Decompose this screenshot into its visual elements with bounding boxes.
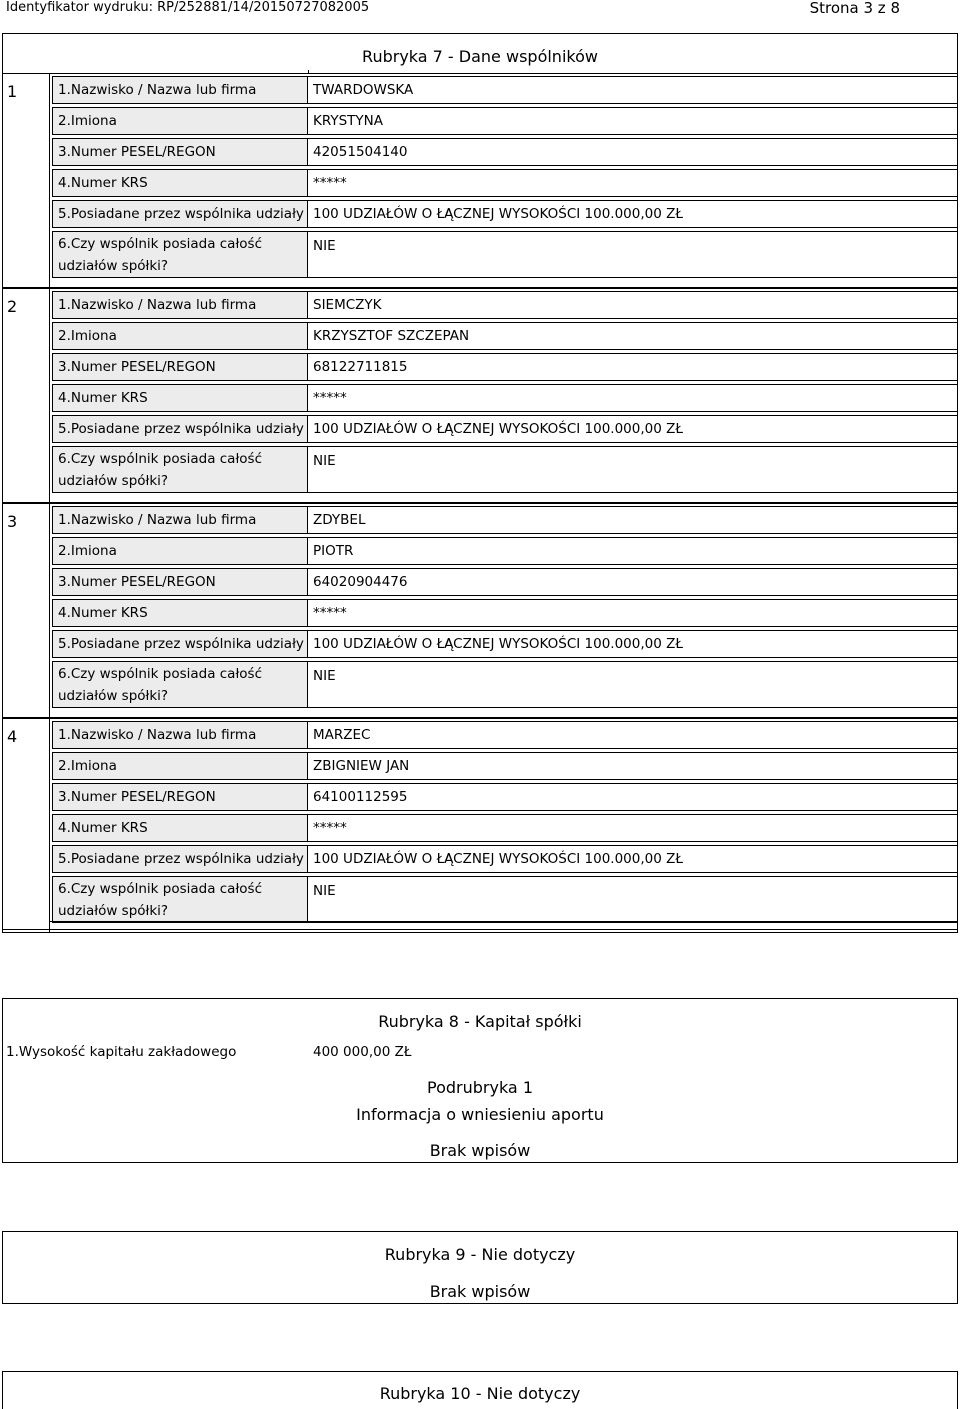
section-9-title: Rubryka 9 - Nie dotyczy: [384, 1245, 576, 1264]
section-10-title: Rubryka 10 - Nie dotyczy: [379, 1384, 581, 1403]
partner-shares-label: 5.Posiadane przez wspólnika udziały: [52, 845, 308, 873]
partner-number-divider: [49, 288, 50, 503]
subsection-1-title: Podrubryka 1: [427, 1078, 533, 1097]
partner-name-value: SIEMCZYK: [307, 291, 958, 319]
partner-shares-value: 100 UDZIAŁÓW O ŁĄCZNEJ WYSOKOŚCI 100.000,00 ZŁ: [307, 630, 958, 658]
partner-all-shares-value: NIE: [307, 661, 958, 708]
partner-name-label: 1.Nazwisko / Nazwa lub firma: [52, 721, 308, 749]
partner-all-shares-value: NIE: [307, 876, 958, 923]
partner-name-label: 1.Nazwisko / Nazwa lub firma: [52, 76, 308, 104]
partner-all-shares-label-line1: 6.Czy wspólnik posiada całość: [58, 451, 263, 467]
partner-pesel-label: 3.Numer PESEL/REGON: [52, 783, 308, 811]
partner-shares-label: 5.Posiadane przez wspólnika udziały: [52, 415, 308, 443]
partner-pesel-label: 3.Numer PESEL/REGON: [52, 353, 308, 381]
section-7-title: Rubryka 7 - Dane wspólników: [362, 47, 598, 66]
partner-first-names-value: ZBIGNIEW JAN: [307, 752, 958, 780]
partner-all-shares-label-line2: udziałów spółki?: [58, 688, 169, 704]
partner-krs-value: *****: [307, 599, 958, 627]
partner-all-shares-label-line1: 6.Czy wspólnik posiada całość: [58, 666, 263, 682]
partner-all-shares-value: NIE: [307, 446, 958, 493]
partner-all-shares-label: [52, 231, 308, 278]
partner-name-label: 1.Nazwisko / Nazwa lub firma: [52, 291, 308, 319]
partner-pesel-label: 3.Numer PESEL/REGON: [52, 138, 308, 166]
subsection-1-empty: Brak wpisów: [429, 1141, 531, 1160]
partner-name-value: MARZEC: [307, 721, 958, 749]
partner-number-divider: [49, 503, 50, 718]
partner-first-names-value: PIOTR: [307, 537, 958, 565]
partner-all-shares-label-line2: udziałów spółki?: [58, 903, 169, 919]
partner-name-value: ZDYBEL: [307, 506, 958, 534]
partner-name-value: TWARDOWSKA: [307, 76, 958, 104]
partner-all-shares-label-line2: udziałów spółki?: [58, 473, 169, 489]
partner-all-shares-value: NIE: [307, 231, 958, 278]
partner-krs-label: 4.Numer KRS: [52, 599, 308, 627]
capital-value: 400 000,00 ZŁ: [313, 1044, 412, 1060]
partner-pesel-value: 64020904476: [307, 568, 958, 596]
partner-pesel-label: 3.Numer PESEL/REGON: [52, 568, 308, 596]
partner-krs-value: *****: [307, 814, 958, 842]
partner-first-names-label: 2.Imiona: [52, 322, 308, 350]
partner-shares-label: 5.Posiadane przez wspólnika udziały: [52, 200, 308, 228]
partner-all-shares-label-line2: udziałów spółki?: [58, 258, 169, 274]
partner-pesel-value: 64100112595: [307, 783, 958, 811]
partner-shares-value: 100 UDZIAŁÓW O ŁĄCZNEJ WYSOKOŚCI 100.000,00 ZŁ: [307, 845, 958, 873]
partner-first-names-value: KRYSTYNA: [307, 107, 958, 135]
partner-krs-label: 4.Numer KRS: [52, 169, 308, 197]
partner-name-label: 1.Nazwisko / Nazwa lub firma: [52, 506, 308, 534]
section-9-empty: Brak wpisów: [429, 1282, 531, 1301]
partner-pesel-value: 42051504140: [307, 138, 958, 166]
partner-pesel-value: 68122711815: [307, 353, 958, 381]
page-number: Strona 3 z 8: [809, 0, 900, 17]
partner-all-shares-label: [52, 446, 308, 493]
partner-number-divider: [49, 73, 50, 288]
partner-number: 3: [7, 512, 18, 531]
partner-first-names-label: 2.Imiona: [52, 537, 308, 565]
partner-krs-label: 4.Numer KRS: [52, 814, 308, 842]
partner-all-shares-label: [52, 876, 308, 923]
print-identifier: Identyfikator wydruku: RP/252881/14/20150727082005: [6, 0, 370, 15]
partner-first-names-label: 2.Imiona: [52, 752, 308, 780]
partner-all-shares-label-line1: 6.Czy wspólnik posiada całość: [58, 236, 263, 252]
partner-number: 1: [7, 82, 18, 101]
partner-first-names-label: 2.Imiona: [52, 107, 308, 135]
section-8-title: Rubryka 8 - Kapitał spółki: [378, 1012, 582, 1031]
partners-bottom-rule: [49, 921, 958, 922]
partner-number: 4: [7, 727, 18, 746]
partner-shares-value: 100 UDZIAŁÓW O ŁĄCZNEJ WYSOKOŚCI 100.000,00 ZŁ: [307, 415, 958, 443]
partner-shares-label: 5.Posiadane przez wspólnika udziały: [52, 630, 308, 658]
partner-number-divider: [49, 718, 50, 933]
partner-shares-value: 100 UDZIAŁÓW O ŁĄCZNEJ WYSOKOŚCI 100.000,00 ZŁ: [307, 200, 958, 228]
partner-first-names-value: KRZYSZTOF SZCZEPAN: [307, 322, 958, 350]
partner-krs-value: *****: [307, 169, 958, 197]
partner-krs-value: *****: [307, 384, 958, 412]
capital-label: 1.Wysokość kapitału zakładowego: [6, 1044, 237, 1060]
partners-bottom-divider: [49, 921, 50, 930]
partner-krs-label: 4.Numer KRS: [52, 384, 308, 412]
partner-all-shares-label: [52, 661, 308, 708]
partner-all-shares-label-line1: 6.Czy wspólnik posiada całość: [58, 881, 263, 897]
subsection-1-subtitle: Informacja o wniesieniu aportu: [356, 1105, 604, 1124]
partner-number: 2: [7, 297, 18, 316]
